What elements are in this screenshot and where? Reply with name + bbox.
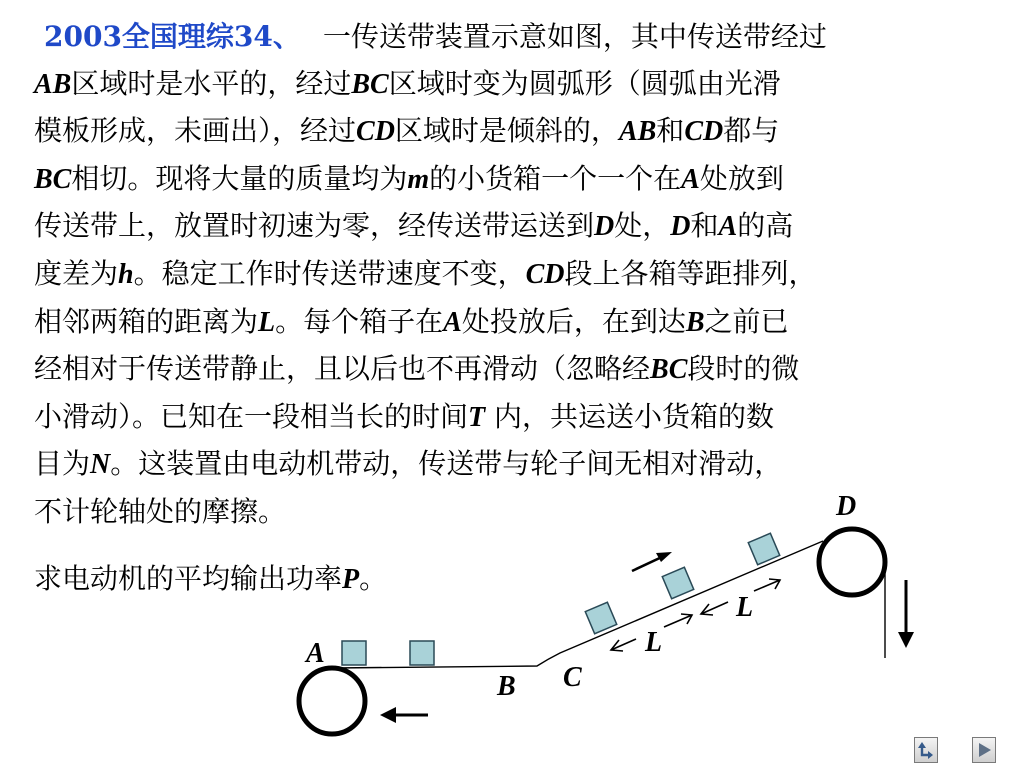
text-run: 之前已 xyxy=(704,304,789,338)
math-variable: AB xyxy=(34,68,72,100)
math-variable: AB xyxy=(618,116,657,148)
text-run: 相切。现将大量的质量均为 xyxy=(71,161,408,195)
text-run: 处， xyxy=(614,209,671,243)
text-run: 经相对于传送带静止，且以后也不再滑动（忽略经 xyxy=(34,352,651,386)
math-variable: A xyxy=(443,306,462,338)
text-run: 不计轮轴处的摩擦。 xyxy=(34,494,287,528)
math-variable: B xyxy=(685,306,705,338)
text-run: 一传送带装置示意如图，其中传送带经过 xyxy=(322,20,827,53)
text-run: 。每个箱子在 xyxy=(275,304,444,338)
next-slide-button[interactable] xyxy=(972,737,996,763)
text-run: 。稳定工作时传送带速度不变， xyxy=(133,256,526,290)
text-run: 和 xyxy=(690,209,719,243)
return-arrow-icon xyxy=(917,741,935,759)
label-c: C xyxy=(563,662,582,693)
pulley-d xyxy=(819,529,885,595)
label-l-spacing: L xyxy=(736,592,754,623)
spacing-arrow-left-icon xyxy=(701,602,728,615)
text-run: 区域时是倾斜的， xyxy=(394,114,619,148)
spacing-arrow-right-icon xyxy=(754,579,780,591)
label-b: B xyxy=(497,671,516,702)
cargo-box xyxy=(585,602,616,633)
math-variable: D xyxy=(670,211,691,243)
text-run: 传送带上，放置时初速为零，经传送带运送到 xyxy=(34,209,595,243)
belt-return-arrow-icon xyxy=(380,707,428,723)
math-variable: T xyxy=(468,401,486,433)
text-run: 区域时变为圆弧形（圆弧由光滑 xyxy=(388,66,781,100)
text-run: 。这装置由电动机带动，传送带与轮子间无相对滑动， xyxy=(110,447,783,481)
math-variable: CD xyxy=(525,258,565,290)
math-variable: N xyxy=(90,449,111,481)
text-run: 处放到 xyxy=(699,161,784,195)
cargo-box xyxy=(410,641,434,665)
text-run: 区域时是水平的，经过 xyxy=(71,66,352,100)
math-variable: CD xyxy=(684,116,724,148)
return-button[interactable] xyxy=(914,737,938,763)
text-run: 和 xyxy=(656,114,685,148)
math-variable: m xyxy=(407,163,430,195)
math-variable: A xyxy=(681,163,700,195)
text-run: 的高 xyxy=(737,209,794,243)
text-run: 目为 xyxy=(34,447,91,481)
math-variable: BC xyxy=(351,68,389,100)
math-variable: L xyxy=(258,306,276,338)
math-variable: BC xyxy=(650,354,688,386)
math-variable: D xyxy=(594,211,615,243)
math-variable: BC xyxy=(34,163,72,195)
text-run: 小滑动）。已知在一段相当长的时间 xyxy=(34,399,469,433)
text-run: 处投放后，在到达 xyxy=(461,304,686,338)
play-triangle-icon xyxy=(975,741,993,759)
problem-source: 2003全国理综34、 xyxy=(44,20,301,53)
text-run: 相邻两箱的距离为 xyxy=(34,304,259,338)
pulley-a xyxy=(299,668,365,734)
spacing-arrow-right-icon xyxy=(664,614,692,627)
text-run: 求电动机的平均输出功率 xyxy=(34,562,343,595)
text-run: 。 xyxy=(359,562,388,595)
math-variable: h xyxy=(118,258,134,290)
text-run: 都与 xyxy=(723,114,780,148)
label-d: D xyxy=(836,491,857,522)
text-run: 段时的微 xyxy=(687,352,800,386)
cargo-box xyxy=(748,533,779,564)
label-l-spacing: L xyxy=(645,627,663,658)
text-run: 段上各箱等距排列， xyxy=(564,256,817,290)
belt-motion-arrow-icon xyxy=(632,552,672,571)
spacing-arrow-left-icon xyxy=(611,639,636,651)
cargo-box xyxy=(662,567,693,598)
math-variable: A xyxy=(718,211,738,243)
text-run: 内，共运送小货箱的数 xyxy=(485,399,775,433)
math-variable: P xyxy=(342,564,360,595)
cargo-box xyxy=(342,641,366,665)
belt-down-arrow-icon xyxy=(898,580,914,648)
label-a: A xyxy=(306,638,325,669)
math-variable: CD xyxy=(356,116,395,148)
text-run: 的小货箱一个一个在 xyxy=(429,161,682,195)
text-run: 度差为 xyxy=(34,256,119,290)
text-run: 模板形成，未画出），经过 xyxy=(34,114,357,148)
